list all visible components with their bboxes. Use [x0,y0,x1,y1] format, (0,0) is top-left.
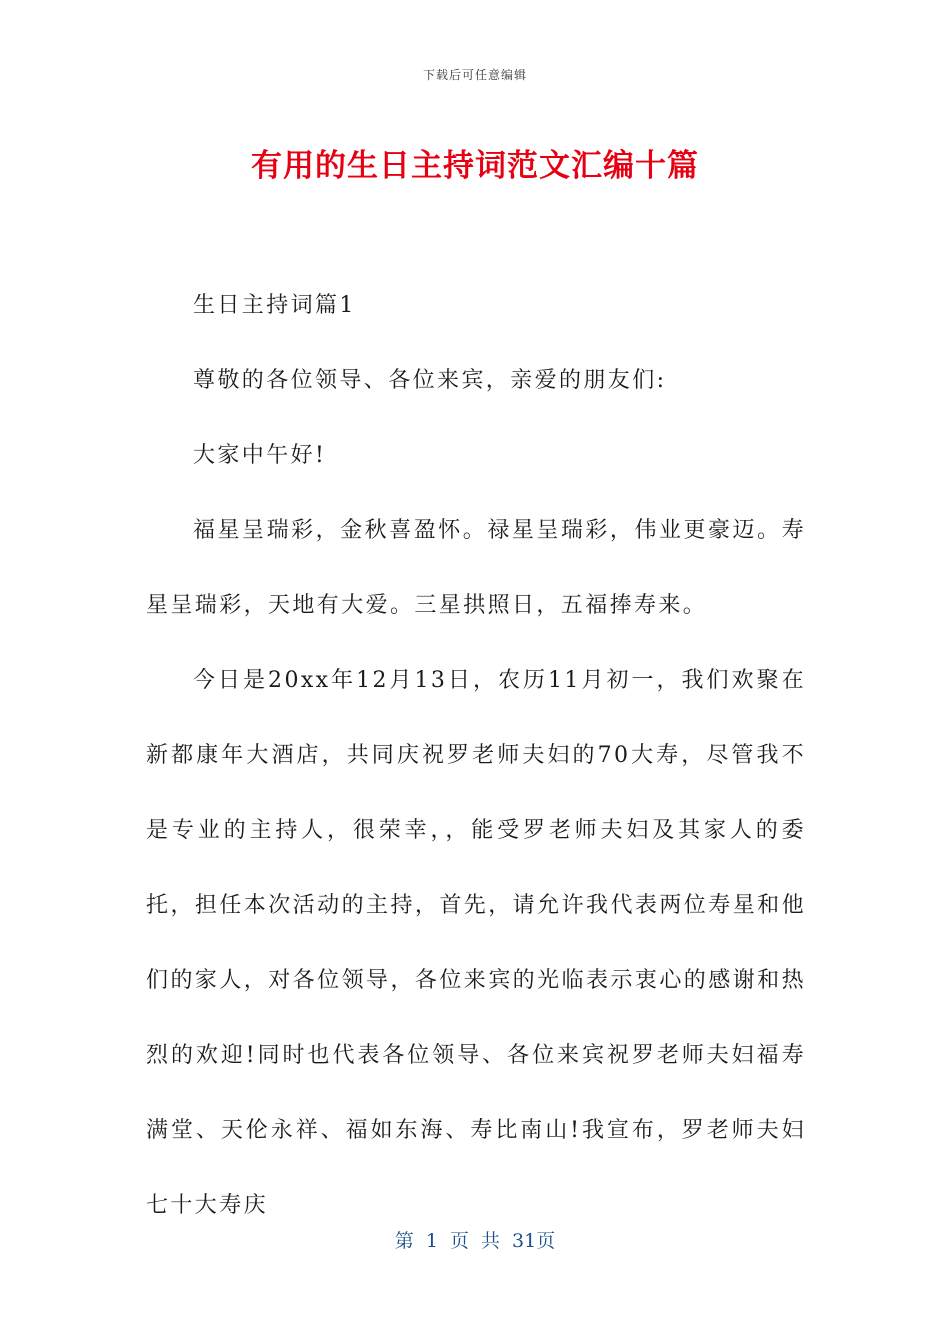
paragraph-salutation: 大家中午好! [193,443,327,468]
paragraph-blessing: 福星呈瑞彩，金秋喜盈怀。禄星呈瑞彩，伟业更豪迈。寿星呈瑞彩，天地有大爱。三星拱照日，五福捧寿来。 [146,518,806,618]
header-note: 下载后可任意编辑 [422,68,527,82]
paragraph-main: 今日是20xx年12月13日，农历11月初一，我们欢聚在新都康年大酒店，共同庆祝罗老师夫妇的70大寿，尽管我不是专业的主持人，很荣幸，，能受罗老师夫妇及其家人的委托，担任本次活动的主持，首先，请允许我代表两位寿星和他们的家人，对各位领导，各位来宾的光临表示衷心的感谢和热烈的欢迎!同时也代表各位领导、各位来宾祝罗老师夫妇福寿满堂、天伦永祥、福如东海、寿比南山!我宣布，罗老师夫妇七十大寿庆 [146,668,806,1218]
section-heading: 生日主持词篇1 [193,293,356,318]
paragraph-greeting: 尊敬的各位领导、各位来宾，亲爱的朋友们: [193,368,667,393]
document-body [146,268,806,1243]
page-number: 第 1 页 共 31页 [394,1230,556,1252]
document-title: 有用的生日主持词范文汇编十篇 [251,148,699,184]
